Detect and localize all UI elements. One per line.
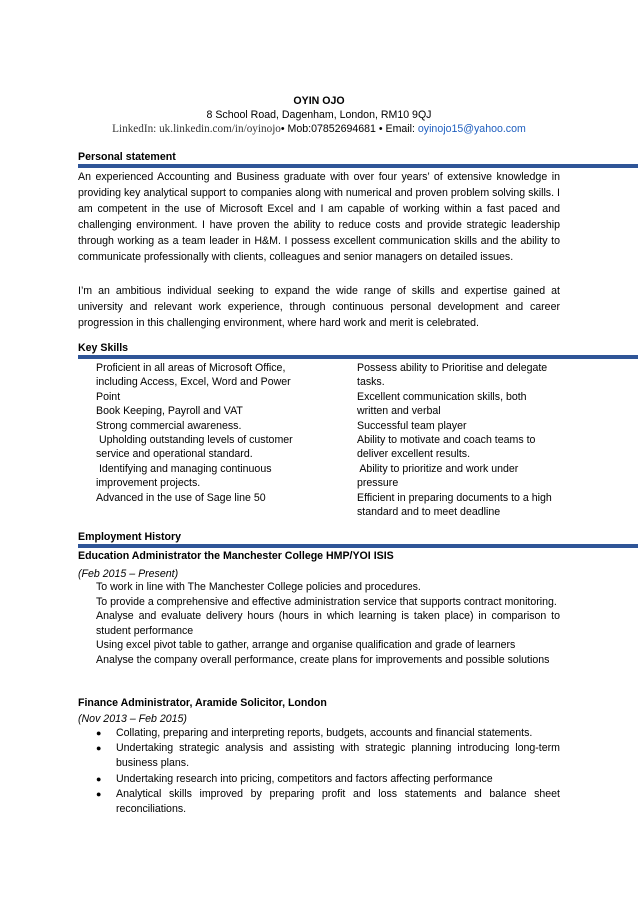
skill-line: Excellent communication skills, both — [357, 390, 527, 403]
address: 8 School Road, Dagenham, London, RM10 9QJ — [206, 109, 432, 121]
personal-statement-para-1: An experienced Accounting and Business graduate with over four years’ of extensive knowledge in providing key analytical support to companies along with numerical and proven problem solving skills. I am competent in the use of Microsoft Excel and I am capable of working within a fast paced and challenging environment. I have proven the ability to reduce costs and provide strategic leadership through working as a team leader in H&M. I possess excellent communication skills and the ability to communicate professionally with clients, colleagues and senior managers on detailed issues. — [78, 171, 560, 263]
skill-line: deliver excellent results. — [357, 448, 471, 461]
bullet-icon: ● — [96, 788, 102, 799]
job-1-date: (Feb 2015 – Present) — [78, 568, 179, 580]
linkedin-link[interactable]: LinkedIn: uk.linkedin.com/in/oyinojo — [112, 123, 281, 135]
skill-line: Advanced in the use of Sage line 50 — [96, 491, 266, 504]
job-2-bullets — [96, 726, 560, 817]
job-2-title: Finance Administrator, Aramide Solicitor, London — [78, 697, 327, 709]
skill-line: Proficient in all areas of Microsoft Office, — [96, 362, 286, 374]
skill-line: Identifying and managing continuous — [96, 462, 272, 475]
email-link[interactable]: oyinojo15@yahoo.com — [417, 123, 526, 135]
bullet-item — [96, 772, 560, 787]
skill-line: service and operational standard. — [96, 448, 253, 461]
skill-line: improvement projects. — [96, 477, 201, 490]
key-skills-heading: Key Skills — [78, 342, 129, 354]
bullet-icon: ● — [96, 773, 102, 784]
bullet-item — [96, 741, 560, 771]
personal-statement-heading: Personal statement — [78, 151, 176, 163]
skill-line: Ability to motivate and coach teams to — [357, 434, 536, 447]
employment-heading: Employment History — [78, 531, 182, 543]
section-divider — [78, 544, 638, 548]
skill-line: standard and to meet deadline — [357, 506, 501, 519]
duty-item: Analyse and evaluate delivery hours (hours in which learning is taken place) in comparison to student performance — [96, 610, 560, 637]
candidate-name: OYIN OJO — [293, 95, 345, 107]
skill-line: Possess ability to Prioritise and delegate — [357, 362, 548, 374]
bullet-text: Undertaking research into pricing, competitors and factors affecting performance — [116, 772, 493, 785]
duty-item: Analyse the company overall performance, create plans for improvements and possible solutions — [96, 653, 550, 666]
bullet-item — [96, 726, 560, 741]
skill-line: pressure — [357, 477, 399, 490]
skill-line: Point — [96, 390, 121, 403]
skill-line: written and verbal — [357, 405, 441, 418]
section-divider — [78, 355, 638, 359]
skill-line: Upholding outstanding levels of customer — [96, 434, 293, 447]
section-divider — [78, 164, 638, 168]
job-2-date: (Nov 2013 – Feb 2015) — [78, 713, 187, 725]
duty-item: To work in line with The Manchester College policies and procedures. — [96, 581, 421, 593]
skill-line: Successful team player — [357, 419, 467, 432]
skill-line: tasks. — [357, 376, 385, 389]
bullet-item — [96, 787, 560, 817]
skill-line: Efficient in preparing documents to a high — [357, 491, 552, 504]
bullet-text: Undertaking strategic analysis and assisting with strategic planning introducing long-term business plans. — [116, 742, 560, 770]
skill-line: Ability to prioritize and work under — [357, 462, 519, 475]
personal-statement-para-2: I’m an ambitious individual seeking to expand the wide range of skills and expertise gained at university and relevant work experience, through continuous personal development and career progression in this challenging environment, where hard work and merit is celebrated. — [78, 285, 560, 329]
skills-right-column — [357, 361, 567, 519]
bullet-text: Analytical skills improved by preparing profit and loss statements and balance sheet reconciliations. — [116, 787, 560, 816]
skill-line: Strong commercial awareness. — [96, 419, 242, 432]
job-1-title: Education Administrator the Manchester College HMP/YOI ISIS — [78, 550, 394, 562]
duty-item: Using excel pivot table to gather, arrange and organise qualification and grade of learners — [96, 639, 516, 652]
bullet-text: Collating, preparing and interpreting reports, budgets, accounts and financial statements. — [116, 727, 533, 739]
bullet-icon: ● — [96, 728, 102, 738]
contact-line — [0, 122, 638, 136]
skill-line: including Access, Excel, Word and Power — [96, 376, 291, 389]
job-1-duties — [96, 580, 560, 668]
duty-item: To provide a comprehensive and effective administration service that supports contract monitoring. — [96, 595, 557, 608]
bullet-icon: ● — [96, 743, 102, 754]
skill-line: Book Keeping, Payroll and VAT — [96, 405, 243, 418]
cv-header — [0, 94, 638, 136]
mobile-text: • Mob:07852694681 • Email: — [280, 123, 418, 135]
skills-left-column — [96, 361, 306, 505]
